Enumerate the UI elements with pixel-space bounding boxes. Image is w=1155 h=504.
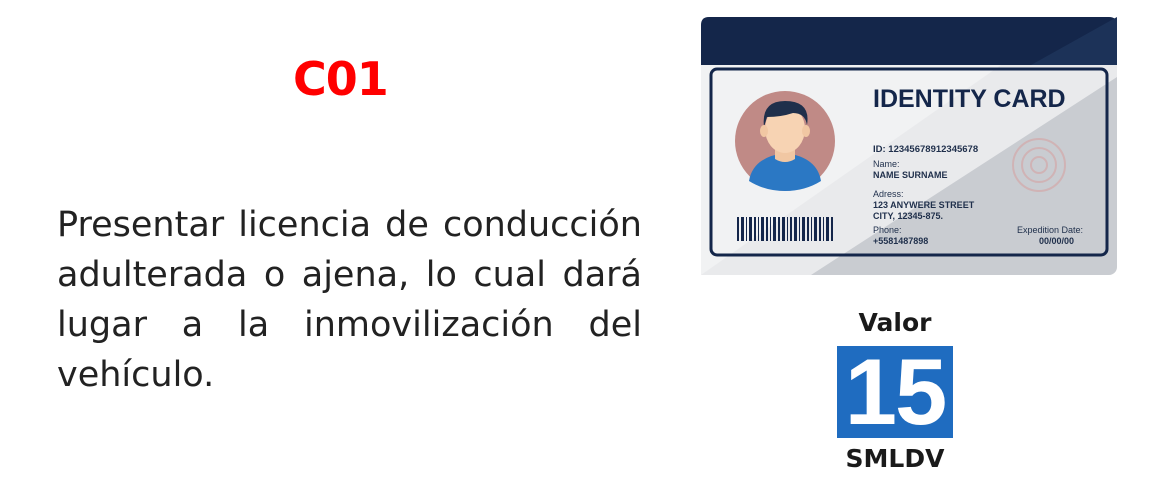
card-name-label: Name: (873, 159, 900, 169)
infraction-code: C01 (293, 52, 388, 106)
card-expedition-label: Expedition Date: (1017, 225, 1084, 235)
fine-value-block (820, 308, 970, 474)
card-name-value: NAME SURNAME (873, 170, 948, 180)
card-expedition-value: 00/00/00 (1039, 236, 1075, 246)
fine-label: Valor (858, 308, 932, 337)
identity-card-illustration (701, 17, 1117, 275)
infraction-description: Presentar licencia de conducción adulterada o ajena, lo cual dará lugar a la inmovilización del vehículo. (57, 205, 642, 395)
card-address-line2: CITY, 12345-875. (873, 211, 944, 221)
fine-unit: SMLDV (845, 444, 945, 473)
card-address-label: Adress: (873, 189, 904, 199)
card-phone-value: +5581487898 (873, 236, 929, 246)
card-phone-label: Phone: (873, 225, 902, 235)
card-id-number: ID: 12345678912345678 (873, 144, 979, 155)
card-title: IDENTITY CARD (873, 85, 1066, 113)
card-address-line1: 123 ANYWERE STREET (873, 200, 975, 210)
fine-amount-badge: 15 (837, 346, 953, 438)
